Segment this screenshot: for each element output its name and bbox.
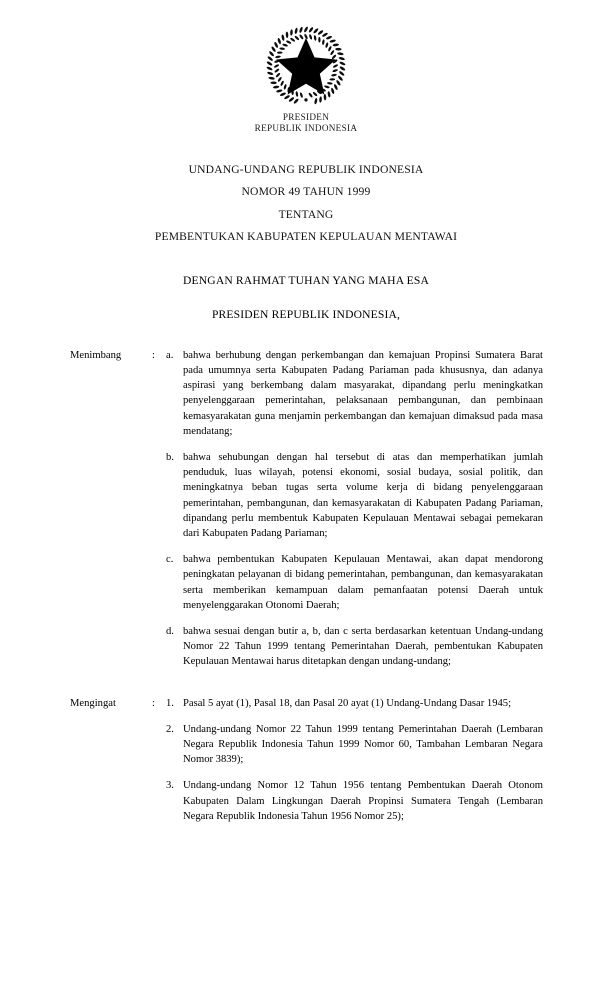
section-items xyxy=(166,348,543,670)
clause-item xyxy=(166,722,543,768)
clause-item xyxy=(166,624,543,670)
clause-text: Undang-undang Nomor 12 Tahun 1956 tentang Pembentukan Daerah Otonom Kabupaten Dalam Lingkungan Daerah Propinsi Sumatera Tengah (Lembaran Negara Republik Indonesia Tahun 1956 Nomor 25); xyxy=(183,780,543,822)
clause-marker: 1. xyxy=(166,697,174,709)
title-law-type: UNDANG-UNDANG REPUBLIK INDONESIA xyxy=(188,162,424,176)
section-colon: : xyxy=(152,697,155,709)
section-colon: : xyxy=(152,349,155,361)
decree-blessing: DENGAN RAHMAT TUHAN YANG MAHA ESA xyxy=(183,273,429,287)
indonesia-presidential-star-wreath-emblem-icon xyxy=(262,22,350,110)
document-title-block xyxy=(0,159,612,249)
emblem-block xyxy=(0,0,612,135)
emblem-caption-line-1: PRESIDEN xyxy=(282,112,330,122)
clause-text: Pasal 5 ayat (1), Pasal 18, dan Pasal 20 ayat (1) Undang-Undang Dasar 1945; xyxy=(183,697,512,709)
emblem-caption xyxy=(0,112,612,135)
clause-item xyxy=(166,552,543,613)
clause-marker: b. xyxy=(166,452,174,464)
clause-marker: c. xyxy=(166,554,174,566)
clause-section xyxy=(70,696,543,824)
clause-text: Undang-undang Nomor 22 Tahun 1999 tentang Pemerintahan Daerah (Lembaran Negara Republik Indonesia Tahun 1999 Nomor 60, Tambahan Lembaran Negara Nomor 3839); xyxy=(183,723,543,766)
clause-marker: 2. xyxy=(166,723,174,735)
clause-text: bahwa pembentukan Kabupaten Kepulauan Mentawai, akan dapat mendorong peningkatan pelayanan di bidang pemerintahan, pembangunan, dan kemasyarakatan serta memberikan kemampuan dalam pemanfaatan potensi Daerah untuk menyelenggarakan Otonomi Daerah; xyxy=(183,554,543,611)
clause-item xyxy=(166,696,543,711)
emblem-caption-line-2: REPUBLIK INDONESIA xyxy=(254,123,358,134)
title-about-label: TENTANG xyxy=(278,207,334,221)
section-label: Mengingat xyxy=(70,697,116,709)
section-items xyxy=(166,696,543,824)
title-number-year: NOMOR 49 TAHUN 1999 xyxy=(241,185,371,199)
clause-text: bahwa berhubung dengan perkembangan dan kemajuan Propinsi Sumatera Barat pada umumnya serta Kabupaten Padang Pariaman pada khususnya, dan adanya aspirasi yang berkembang dalam masyarakat, dipandang perlu meningkatkan penyelenggaraan pemerintahan, pelaksanaan pembangunan, dan pembinaan kemasyarakatan guna menjamin perkembangan dan kemajuan dimaksud pada masa mendatang; xyxy=(183,349,543,437)
clause-item xyxy=(166,348,543,439)
clause-marker: 3. xyxy=(166,780,174,792)
title-subject: PEMBENTUKAN KABUPATEN KEPULAUAN MENTAWAI xyxy=(154,230,458,244)
clause-text: bahwa sehubungan dengan hal tersebut di atas dan memperhatikan jumlah penduduk, luas wilayah, potensi ekonomi, sosial budaya, sosial politik, dan meningkatnya beban tugas serta volume kerja di bidang penyelenggaraan pemerintahan, pembangunan, dan kemasyarakatan di Kabupaten Padang Pariaman, dipandang perlu membentuk Kabupaten Kepulauan Mentawai sebagai pemekaran dari Kabupaten Padang Pariaman; xyxy=(183,452,543,540)
clause-marker: d. xyxy=(166,626,174,638)
decree-authority: PRESIDEN REPUBLIK INDONESIA, xyxy=(211,307,401,321)
clause-marker: a. xyxy=(166,349,174,361)
section-label: Menimbang xyxy=(70,349,122,361)
clause-item xyxy=(166,778,543,824)
clause-sections xyxy=(0,348,612,824)
clause-item xyxy=(166,450,543,541)
clause-section xyxy=(70,348,543,670)
clause-text: bahwa sesuai dengan butir a, b, dan c serta berdasarkan ketentuan Undang-undang Nomor 22 Tahun 1999 tentang Pemerintahan Daerah, pembentukan Kabupaten Kepulauan Mentawai harus ditetapkan dengan undang-undang; xyxy=(183,626,543,668)
